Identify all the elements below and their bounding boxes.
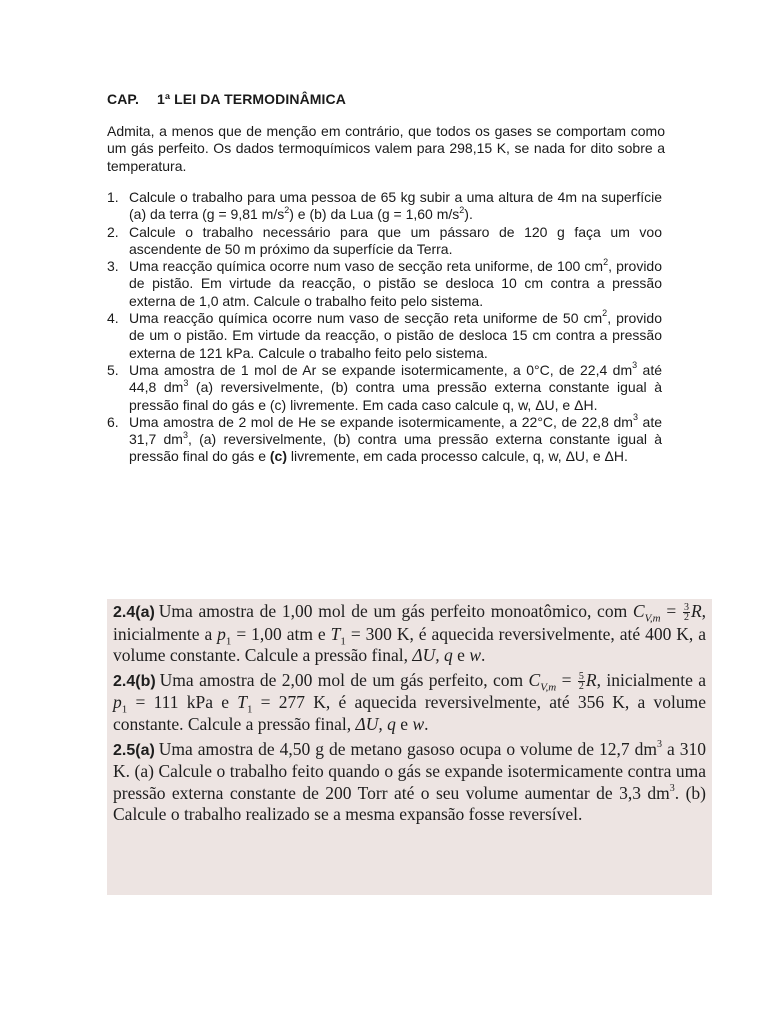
problem-text: (a) reversivelmente, (b) contra uma pressão externa constante igual à pressão final do gás e (c) livremente. Em cada caso calcule q, w, ΔU, e ΔH. [129, 379, 663, 413]
math-symbol: R [585, 669, 597, 690]
superscript: 3 [657, 738, 662, 750]
problem-text: Calcule o trabalho necessário para que um pássaro de 120 g faça um voo ascendente de 50 m próximo da superfície da Terra. [129, 223, 662, 257]
problem-text: ate 31,7 dm [129, 413, 662, 448]
math-symbol: R [690, 601, 702, 621]
problem-number: 5. [107, 361, 119, 378]
problem-text: Calcule o trabalho para uma pessoa de 65 kg subir a uma altura de 4m na superfície (a) da terra (g = 9,81 m/s [129, 189, 662, 223]
problem-item [107, 362, 662, 414]
problem-number: 3. [107, 258, 119, 275]
problem-number: 1. [107, 189, 119, 205]
exercise-text: . [424, 713, 429, 734]
fraction [578, 672, 585, 691]
problem-text: Uma reacção química ocorre num vaso de secção reta uniforme, de 100 cm [129, 258, 604, 275]
exercise-tag: 2.4(b) [113, 672, 156, 690]
problem-item [107, 310, 662, 362]
exercise-text: Uma amostra de 4,50 g de metano gasoso ocupa o volume de 12,7 dm [158, 738, 657, 759]
math-symbol: T [237, 692, 247, 713]
math-symbol: ΔU, q [355, 713, 396, 734]
problem-number: 4. [107, 310, 119, 327]
math-subscript: V,m [540, 681, 557, 694]
superscript: 2 [603, 256, 609, 267]
math-symbol: C [528, 669, 541, 690]
math-symbol: C [632, 601, 645, 621]
superscript: 2 [459, 204, 465, 215]
exercise-text: = 111 kPa e [127, 692, 238, 713]
fraction-numerator: 5 [578, 671, 584, 683]
problem-text: Uma amostra de 2 mol de He se expande isotermicamente, a 22°C, de 22,8 dm [129, 413, 633, 430]
exercise-text: . (b) Calcule o trabalho realizado se a mesma expansão fosse reversível. [113, 782, 706, 825]
problem-item [107, 224, 662, 259]
math-subscript: 1 [121, 703, 128, 716]
problem-text: ) e (b) da Lua (g = 1,60 m/s [289, 206, 460, 223]
intro-paragraph: Admita, a menos que de menção em contrário, que todos os gases se comportam como um gás perfeito. Os dados termoquímicos valem para 298,15 K, se nada for dito sobre a temperatura. [107, 123, 665, 174]
exercise-2-4b [113, 670, 706, 736]
exercise-tag: 2.5(a) [113, 741, 155, 759]
bold-label: (c) [269, 448, 287, 465]
superscript: 3 [669, 782, 675, 794]
problem-number: 2. [107, 223, 119, 240]
exercise-text: = 300 K, é aquecida reversivelmente, até 400 K, a volume constante. Calcule a pressão final, [113, 623, 706, 666]
fraction-denominator: 2 [578, 681, 584, 693]
problem-item [107, 258, 662, 310]
problem-item [107, 414, 662, 466]
exercise-text: e [452, 645, 470, 666]
problem-text: Uma amostra de 1 mol de Ar se expande isotermicamente, a 0°C, de 22,4 dm [129, 361, 633, 378]
math-symbol: p [217, 623, 226, 644]
exercise-2-4a [113, 601, 706, 667]
exercise-text: = 1,00 atm e [231, 623, 331, 644]
problem-text: ). [464, 206, 473, 223]
problem-text: , provido de um o pistão. Em virtude da reacção, o pistão de desloca 15 cm contra a pressão externa de 121 kPa. Calcule o trabalho feito pelo sistema. [129, 310, 662, 361]
math-subscript: V,m [644, 612, 661, 625]
superscript: 3 [632, 412, 638, 423]
page-title [107, 91, 346, 107]
exercise-text: e [395, 713, 413, 734]
chapter-label: CAP. [107, 91, 140, 107]
superscript: 3 [183, 377, 189, 388]
math-operator: = [556, 669, 577, 690]
problem-item [107, 189, 662, 224]
fraction [683, 603, 690, 622]
exercise-text: Uma amostra de 2,00 mol de um gás perfeito, com [159, 669, 529, 690]
fraction-denominator: 2 [683, 612, 689, 624]
exercise-text: Uma amostra de 1,00 mol de um gás perfeito monoatômico, com [158, 601, 633, 621]
superscript: 2 [602, 308, 608, 319]
chapter-title: 1ª LEI DA TERMODINÂMICA [157, 91, 346, 107]
math-symbol: ΔU, q [412, 645, 453, 666]
exercise-text: , inicialmente a [113, 601, 707, 644]
problem-number: 6. [107, 413, 119, 430]
math-subscript: 1 [246, 703, 253, 716]
problem-list [107, 189, 662, 466]
exercise-tag: 2.4(a) [113, 604, 155, 621]
problem-text: Uma reacção química ocorre num vaso de secção reta uniforme de 50 cm [129, 310, 603, 327]
exercise-text: . [481, 645, 486, 666]
superscript: 3 [182, 429, 188, 440]
fraction-numerator: 3 [683, 602, 689, 614]
exercise-text: = 277 K, é aquecida reversivelmente, até 356 K, a volume constante. Calcule a pressão final, [113, 692, 707, 734]
math-subscript: 1 [340, 635, 346, 648]
superscript: 2 [284, 204, 290, 215]
math-symbol: w [412, 713, 425, 734]
exercise-text: , inicialmente a [596, 669, 707, 690]
math-operator: = [660, 601, 682, 621]
problem-text: até 44,8 dm [129, 361, 662, 396]
textbook-excerpt [107, 599, 712, 895]
superscript: 3 [632, 360, 638, 371]
math-symbol: T [330, 623, 341, 644]
problem-text: , (a) reversivelmente, (b) contra uma pressão externa constante igual à pressão final do gás e [129, 431, 662, 465]
math-symbol: p [113, 692, 122, 713]
math-symbol: w [469, 645, 481, 666]
exercise-text: a 310 K. (a) Calcule o trabalho feito quando o gás se expande isotermicamente contra uma pressão externa constante de 200 Torr até o seu volume aumentar de 3,3 dm [113, 738, 706, 803]
problem-text: , provido de pistão. Em virtude da reacção, o pistão se desloca 10 cm contra a pressão externa de 1,0 atm. Calcule o trabalho feito pelo sistema. [129, 258, 662, 309]
problem-text: livremente, em cada processo calcule, q, w, ΔU, e ΔH. [287, 448, 628, 465]
math-subscript: 1 [225, 635, 232, 648]
exercise-2-5a [113, 739, 706, 826]
